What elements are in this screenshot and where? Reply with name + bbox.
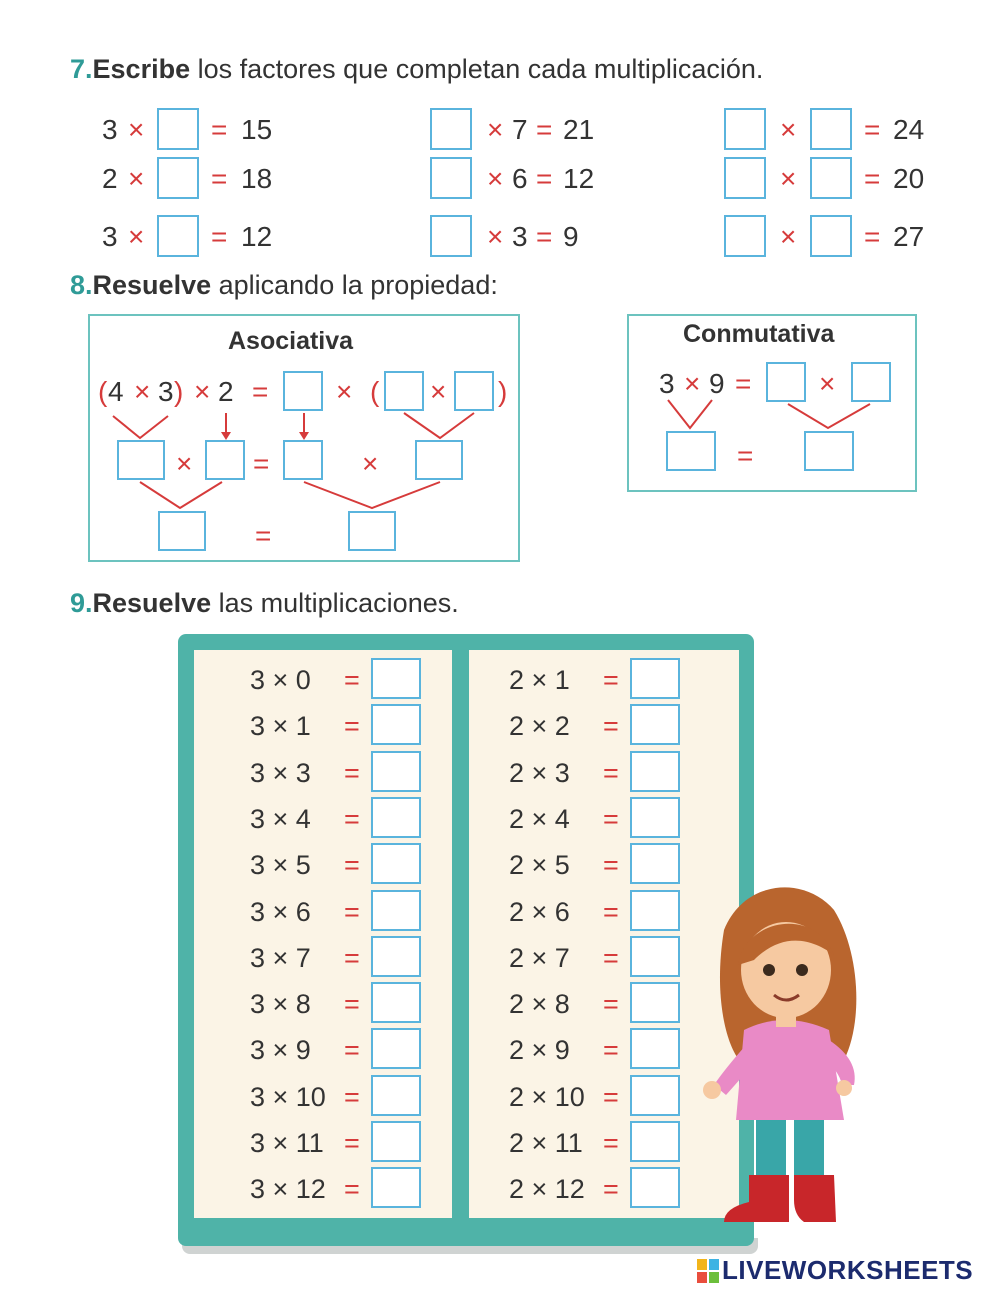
times-sign: ×: [128, 114, 145, 145]
answer-box[interactable]: [371, 936, 421, 977]
times-sign: ×: [780, 221, 797, 252]
equals-sign: =: [603, 850, 619, 881]
equals-sign: =: [344, 803, 360, 834]
multiplication-expression: 3 × 1: [250, 711, 311, 742]
factor-c: 2: [218, 376, 234, 407]
answer-box[interactable]: [630, 982, 680, 1023]
factor-b: 9: [709, 368, 725, 399]
equals-sign: =: [603, 665, 619, 695]
answer-box[interactable]: [371, 704, 421, 745]
answer-box[interactable]: [630, 751, 680, 792]
table-row: [469, 935, 729, 981]
table-row: [194, 842, 454, 888]
table-row: [469, 1120, 729, 1166]
exercise-instruction: los factores que completan cada multiplicación.: [197, 54, 764, 84]
multiplication-expression: 3 × 9: [250, 1035, 311, 1066]
answer-box[interactable]: [371, 982, 421, 1023]
answer-box[interactable]: [630, 843, 680, 884]
table-row: [194, 703, 454, 749]
equals-sign: =: [344, 942, 360, 973]
equals-sign: =: [603, 1035, 619, 1066]
answer-box[interactable]: [666, 431, 716, 471]
answer-box[interactable]: [371, 1121, 421, 1162]
answer-box[interactable]: [205, 440, 245, 480]
multiplication-expression: 2 × 2: [509, 711, 570, 742]
multiplication-expression: 3 × 6: [250, 896, 311, 927]
answer-box[interactable]: [348, 511, 396, 551]
ex7-r1-result: 15: [241, 114, 273, 145]
times-sign: ×: [684, 368, 701, 399]
table-row: [194, 1120, 454, 1166]
times-sign: ×: [134, 376, 151, 407]
ex7-c2-r3-factor: 3: [512, 221, 528, 252]
equals-sign: =: [864, 114, 881, 145]
exercise-number: 9.: [70, 588, 93, 618]
table-row: [469, 889, 729, 935]
equals-sign: =: [603, 942, 619, 973]
ex7-c3-r1-result: 24: [893, 114, 925, 145]
factor-a: 3: [659, 368, 675, 399]
table-row: [194, 750, 454, 796]
ex7-c3-r3-result: 27: [893, 221, 925, 252]
times-sign: ×: [430, 376, 447, 407]
multiplication-expression: 3 × 11: [250, 1128, 324, 1158]
answer-box[interactable]: [283, 440, 323, 480]
multiplication-expression: 3 × 4: [250, 803, 311, 834]
equals-sign: =: [603, 989, 619, 1020]
table-row: [194, 1166, 454, 1212]
answer-box[interactable]: [630, 890, 680, 931]
equals-sign: =: [536, 221, 553, 252]
ex7-c2-r3-result: 9: [563, 221, 579, 252]
equals-sign: =: [344, 1128, 360, 1158]
equals-sign: =: [253, 448, 270, 479]
exercise-verb: Escribe: [92, 54, 191, 84]
multiplication-expression: 2 × 12: [509, 1174, 585, 1205]
equals-sign: =: [603, 1081, 619, 1112]
times-sign: ×: [176, 448, 193, 479]
equals-sign: =: [344, 1081, 360, 1112]
answer-box[interactable]: [371, 751, 421, 792]
table-row: [469, 842, 729, 888]
answer-box[interactable]: [630, 704, 680, 745]
equals-sign: =: [344, 989, 360, 1020]
equals-sign: =: [211, 114, 228, 145]
equals-sign: =: [603, 711, 619, 742]
equals-sign: =: [864, 163, 881, 194]
answer-box[interactable]: [384, 371, 424, 411]
answer-box[interactable]: [804, 431, 854, 471]
times-sign: ×: [336, 376, 353, 407]
liveworksheets-logo-icon: [697, 1259, 719, 1283]
multiplication-expression: 3 × 12: [250, 1174, 326, 1205]
open-paren: (: [370, 376, 380, 407]
equals-sign: =: [603, 1174, 619, 1205]
open-paren: (: [98, 376, 108, 407]
watermark-text: LIVEWORKSHEETS: [722, 1255, 974, 1285]
exercise-number: 7.: [70, 54, 93, 84]
multiplication-expression: 2 × 4: [509, 803, 570, 834]
close-paren: ): [498, 376, 508, 407]
ex7-r3-left: 3: [102, 221, 118, 252]
table-row: [469, 1074, 729, 1120]
multiplication-expression: 3 × 10: [250, 1081, 326, 1112]
equals-sign: =: [211, 163, 228, 194]
conmutativa-title: Conmutativa: [683, 320, 835, 348]
table-row: [194, 657, 454, 703]
times-sign: ×: [194, 376, 211, 407]
table-row: [469, 703, 729, 749]
ex7-c2-r2-result: 12: [563, 163, 595, 194]
table-row: [194, 935, 454, 981]
multiplication-expression: 2 × 8: [509, 989, 570, 1020]
exercise-number: 8.: [70, 270, 93, 300]
equals-sign: =: [735, 368, 752, 399]
times-sign: ×: [487, 221, 504, 252]
table-row: [469, 981, 729, 1027]
multiplication-expression: 2 × 9: [509, 1035, 570, 1066]
multiplication-expression: 3 × 5: [250, 850, 311, 881]
table-row: [469, 796, 729, 842]
multiplication-expression: 2 × 11: [509, 1128, 583, 1158]
ex7-r2-left: 2: [102, 163, 118, 194]
equals-sign: =: [344, 665, 360, 695]
ex7-c2-r1-factor: 7: [512, 114, 528, 145]
equals-sign: =: [344, 711, 360, 742]
close-paren: ): [174, 376, 184, 407]
ex7-r2-result: 18: [241, 163, 273, 194]
times-sign: ×: [362, 448, 379, 479]
equals-sign: =: [536, 114, 553, 145]
times-sign: ×: [780, 114, 797, 145]
multiplication-expression: 3 × 3: [250, 757, 311, 788]
equals-sign: =: [252, 376, 269, 407]
answer-box[interactable]: [766, 362, 806, 402]
answer-box[interactable]: [371, 843, 421, 884]
equals-sign: =: [603, 1128, 619, 1158]
table-row: [194, 889, 454, 935]
answer-box[interactable]: [415, 440, 463, 480]
multiplication-expression: 2 × 5: [509, 850, 570, 881]
multiplication-expression: 3 × 0: [250, 665, 311, 695]
equals-sign: =: [211, 221, 228, 252]
table-row: [194, 981, 454, 1027]
answer-box[interactable]: [630, 936, 680, 977]
multiplication-expression: 3 × 8: [250, 989, 311, 1020]
equals-sign: =: [603, 803, 619, 834]
multiplication-expression: 3 × 7: [250, 942, 311, 973]
equals-sign: =: [344, 850, 360, 881]
answer-box[interactable]: [630, 1167, 680, 1208]
answer-box[interactable]: [371, 658, 421, 699]
table-row: [194, 1074, 454, 1120]
answer-box[interactable]: [371, 797, 421, 838]
multiplication-expression: 2 × 6: [509, 896, 570, 927]
equals-sign: =: [344, 757, 360, 788]
ex7-c2-r1-result: 21: [563, 114, 595, 145]
answer-box[interactable]: [630, 658, 680, 699]
exercise-verb: Resuelve: [92, 588, 212, 618]
multiplication-expression: 2 × 10: [509, 1081, 585, 1112]
equals-sign: =: [737, 440, 754, 471]
equals-sign: =: [603, 896, 619, 927]
times-sign: ×: [487, 163, 504, 194]
answer-box[interactable]: [158, 511, 206, 551]
exercise-verb: Resuelve: [92, 270, 212, 300]
exercise-instruction: aplicando la propiedad:: [218, 270, 498, 300]
table-row: [469, 750, 729, 796]
exercise-9-heading: [70, 588, 459, 619]
answer-box[interactable]: [371, 1028, 421, 1069]
ex7-r1-left: 3: [102, 114, 118, 145]
equals-sign: =: [344, 1174, 360, 1205]
multiplication-expression: 2 × 3: [509, 757, 570, 788]
answer-box[interactable]: [283, 371, 323, 411]
times-sign: ×: [780, 163, 797, 194]
equals-sign: =: [255, 520, 272, 551]
multiplication-expression: 2 × 1: [509, 665, 570, 695]
table-row: [194, 1027, 454, 1073]
answer-box[interactable]: [630, 1121, 680, 1162]
answer-box[interactable]: [454, 371, 494, 411]
answer-box[interactable]: [117, 440, 165, 480]
times-sign: ×: [487, 114, 504, 145]
ex7-r3-result: 12: [241, 221, 273, 252]
answer-box[interactable]: [371, 1075, 421, 1116]
equals-sign: =: [344, 1035, 360, 1066]
factor-b: 3: [158, 376, 174, 407]
answer-box[interactable]: [371, 1167, 421, 1208]
table-row: [194, 796, 454, 842]
ex7-c3-r2-result: 20: [893, 163, 925, 194]
answer-box[interactable]: [630, 797, 680, 838]
factor-a: 4: [108, 376, 124, 407]
times-sign: ×: [128, 221, 145, 252]
equals-sign: =: [344, 896, 360, 927]
equals-sign: =: [603, 757, 619, 788]
answer-box[interactable]: [851, 362, 891, 402]
ex7-c2-r2-factor: 6: [512, 163, 528, 194]
answer-box[interactable]: [630, 1075, 680, 1116]
exercise-instruction: las multiplicaciones.: [218, 588, 459, 618]
times-sign: ×: [819, 368, 836, 399]
answer-box[interactable]: [371, 890, 421, 931]
table-row: [469, 657, 729, 703]
times-sign: ×: [128, 163, 145, 194]
table-row: [469, 1027, 729, 1073]
girl-illustration: [694, 870, 874, 1245]
table-row: [469, 1166, 729, 1212]
equals-sign: =: [864, 221, 881, 252]
answer-box[interactable]: [630, 1028, 680, 1069]
multiplication-expression: 2 × 7: [509, 942, 570, 973]
asociativa-title: Asociativa: [228, 327, 354, 355]
equals-sign: =: [536, 163, 553, 194]
